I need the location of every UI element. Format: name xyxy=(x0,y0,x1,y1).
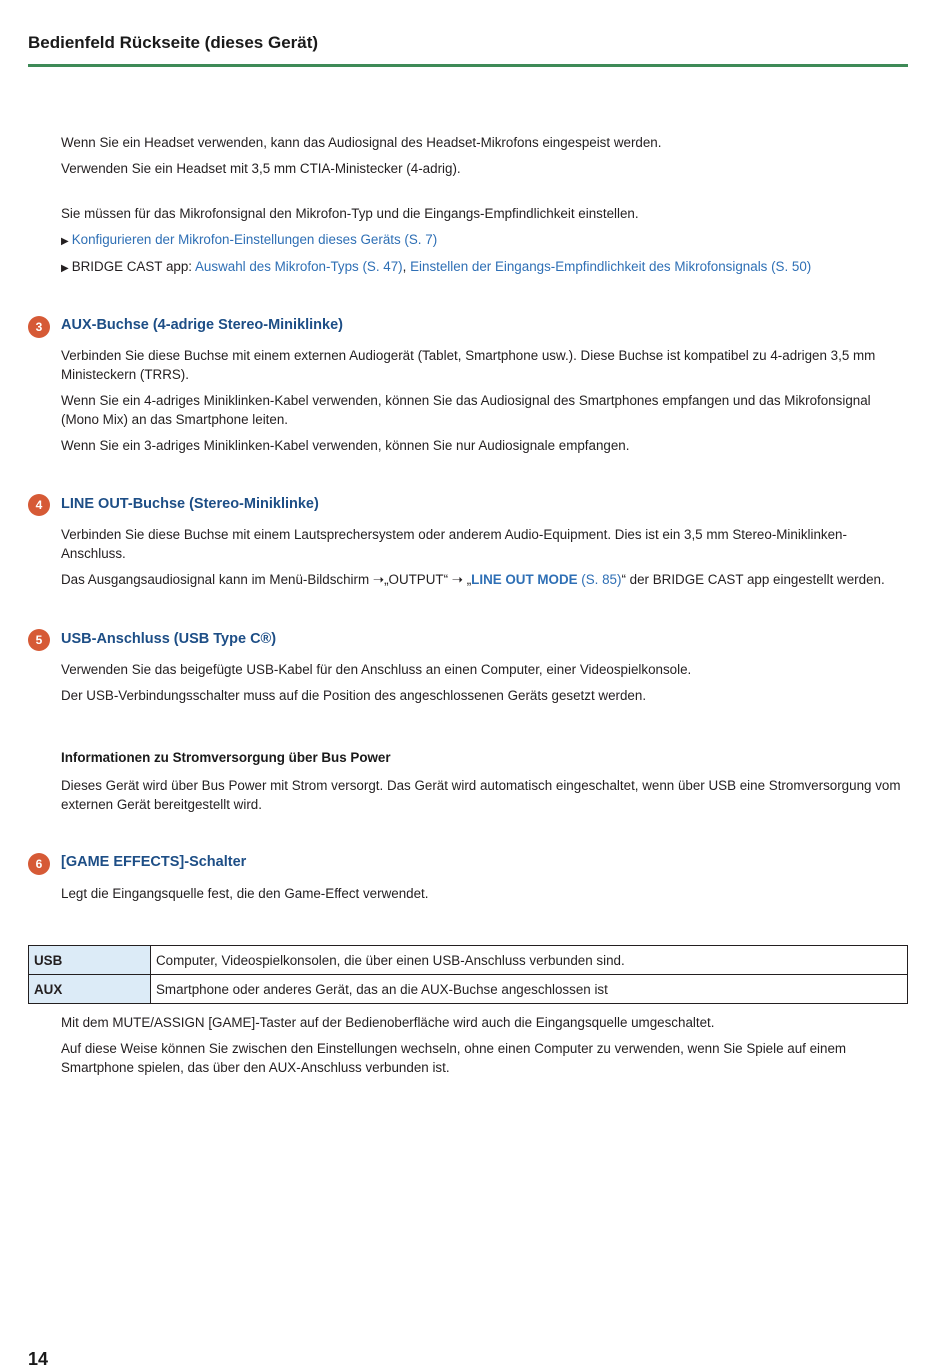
table-row xyxy=(29,975,908,1004)
header-divider xyxy=(28,64,908,67)
page-header-title: Bedienfeld Rückseite (dieses Gerät) xyxy=(28,33,319,52)
triangle-bullet-icon: ▶ xyxy=(61,263,69,274)
intro-paragraph-3: Sie müssen für das Mikrofonsignal den Mikrofon-Typ und die Eingangs-Empfindlichkeit einstellen. xyxy=(61,206,639,221)
intro-paragraph-1: Wenn Sie ein Headset verwenden, kann das Audiosignal des Headset-Mikrofons eingespeist werden. xyxy=(61,135,662,150)
section-number-badge: 6 xyxy=(28,853,50,875)
page-number: 14 xyxy=(28,1349,49,1369)
link-line-out-page[interactable]: (S. 85) xyxy=(577,572,622,587)
section-number-badge: 3 xyxy=(28,316,50,338)
input-source-table xyxy=(28,945,908,1004)
link-input-sensitivity[interactable]: Einstellen der Eingangs-Empfindlichkeit des Mikrofonsignals (S. 50) xyxy=(410,259,812,274)
reference-line-2 xyxy=(61,257,901,278)
aux-paragraph-2: Wenn Sie ein 4-adriges Miniklinken-Kabel verwenden, können Sie das Audiosignal des Smartphones empfangen und das Mikrofonsignal (Mono Mix) an das Smartphone leiten. xyxy=(61,393,871,427)
usb-paragraph-1: Verwenden Sie das beigefügte USB-Kabel für den Anschluss an einen Computer, einer Videospielkonsole. xyxy=(61,662,692,677)
triangle-bullet-icon: ▶ xyxy=(61,236,69,247)
line-out-paragraph-1: Verbinden Sie diese Buchse mit einem Lautsprechersystem oder anderem Audio-Equipment. Dies ist ein 3,5 mm Stereo-Miniklinken-Anschluss. xyxy=(61,527,847,561)
bus-power-paragraph: Dieses Gerät wird über Bus Power mit Strom versorgt. Das Gerät wird automatisch eingeschaltet, wenn über USB eine Stromversorgung vom externen Gerät bereitgestellt wird. xyxy=(61,778,901,812)
reference-prefix: BRIDGE CAST app: xyxy=(71,259,195,274)
line-out-text-a: Das Ausgangsaudiosignal kann im Menü-Bildschirm ➝„OUTPUT“ ➝ „ xyxy=(61,572,472,587)
line-out-text-b: “ der BRIDGE CAST app eingestellt werden. xyxy=(621,572,885,587)
bus-power-subheading: Informationen zu Stromversorgung über Bus Power xyxy=(61,750,391,765)
link-mic-settings[interactable]: Konfigurieren der Mikrofon-Einstellungen dieses Geräts (S. 7) xyxy=(71,232,438,247)
table-value-cell: Smartphone oder anderes Gerät, das an die AUX-Buchse angeschlossen ist xyxy=(151,975,908,1004)
section-title-line-out: LINE OUT-Buchse (Stereo-Miniklinke) xyxy=(61,496,319,512)
table-row xyxy=(29,946,908,975)
game-effects-paragraph-1: Legt die Eingangsquelle fest, die den Game-Effect verwendet. xyxy=(61,886,429,901)
table-key-cell: AUX xyxy=(29,975,151,1004)
aux-paragraph-1: Verbinden Sie diese Buchse mit einem externen Audiogerät (Tablet, Smartphone usw.). Diese Buchse ist kompatibel zu 4-adrigen 3,5 mm Ministeckern (TRRS). xyxy=(61,348,876,382)
aux-paragraph-3: Wenn Sie ein 3-adriges Miniklinken-Kabel verwenden, können Sie nur Audiosignale empfangen. xyxy=(61,438,630,453)
game-effects-paragraph-2: Mit dem MUTE/ASSIGN [GAME]-Taster auf der Bedienoberfläche wird auch die Eingangsquelle umgeschaltet. xyxy=(61,1015,715,1030)
section-title-game-effects: [GAME EFFECTS]-Schalter xyxy=(61,854,247,870)
intro-paragraph-2: Verwenden Sie ein Headset mit 3,5 mm CTIA-Ministecker (4-adrig). xyxy=(61,161,461,176)
section-title-aux: AUX-Buchse (4-adrige Stereo-Miniklinke) xyxy=(61,317,343,333)
section-number-badge: 5 xyxy=(28,629,50,651)
reference-line-1 xyxy=(61,230,901,251)
line-out-paragraph-2 xyxy=(61,570,901,589)
table-key-cell: USB xyxy=(29,946,151,975)
link-mic-type[interactable]: Auswahl des Mikrofon-Typs (S. 47) xyxy=(195,259,403,274)
section-number-badge: 4 xyxy=(28,494,50,516)
section-title-usb: USB-Anschluss (USB Type C®) xyxy=(61,631,277,647)
reference-separator: , xyxy=(402,259,411,274)
usb-paragraph-2: Der USB-Verbindungsschalter muss auf die Position des angeschlossenen Geräts gesetzt werden. xyxy=(61,688,647,703)
table-value-cell: Computer, Videospielkonsolen, die über einen USB-Anschluss verbunden sind. xyxy=(151,946,908,975)
game-effects-paragraph-3: Auf diese Weise können Sie zwischen den Einstellungen wechseln, ohne einen Computer zu verwenden, wenn Sie Spiele auf einem Smartphone spielen, das über den AUX-Anschluss verbunden ist. xyxy=(61,1041,847,1075)
link-line-out-mode[interactable]: LINE OUT MODE xyxy=(471,572,578,587)
